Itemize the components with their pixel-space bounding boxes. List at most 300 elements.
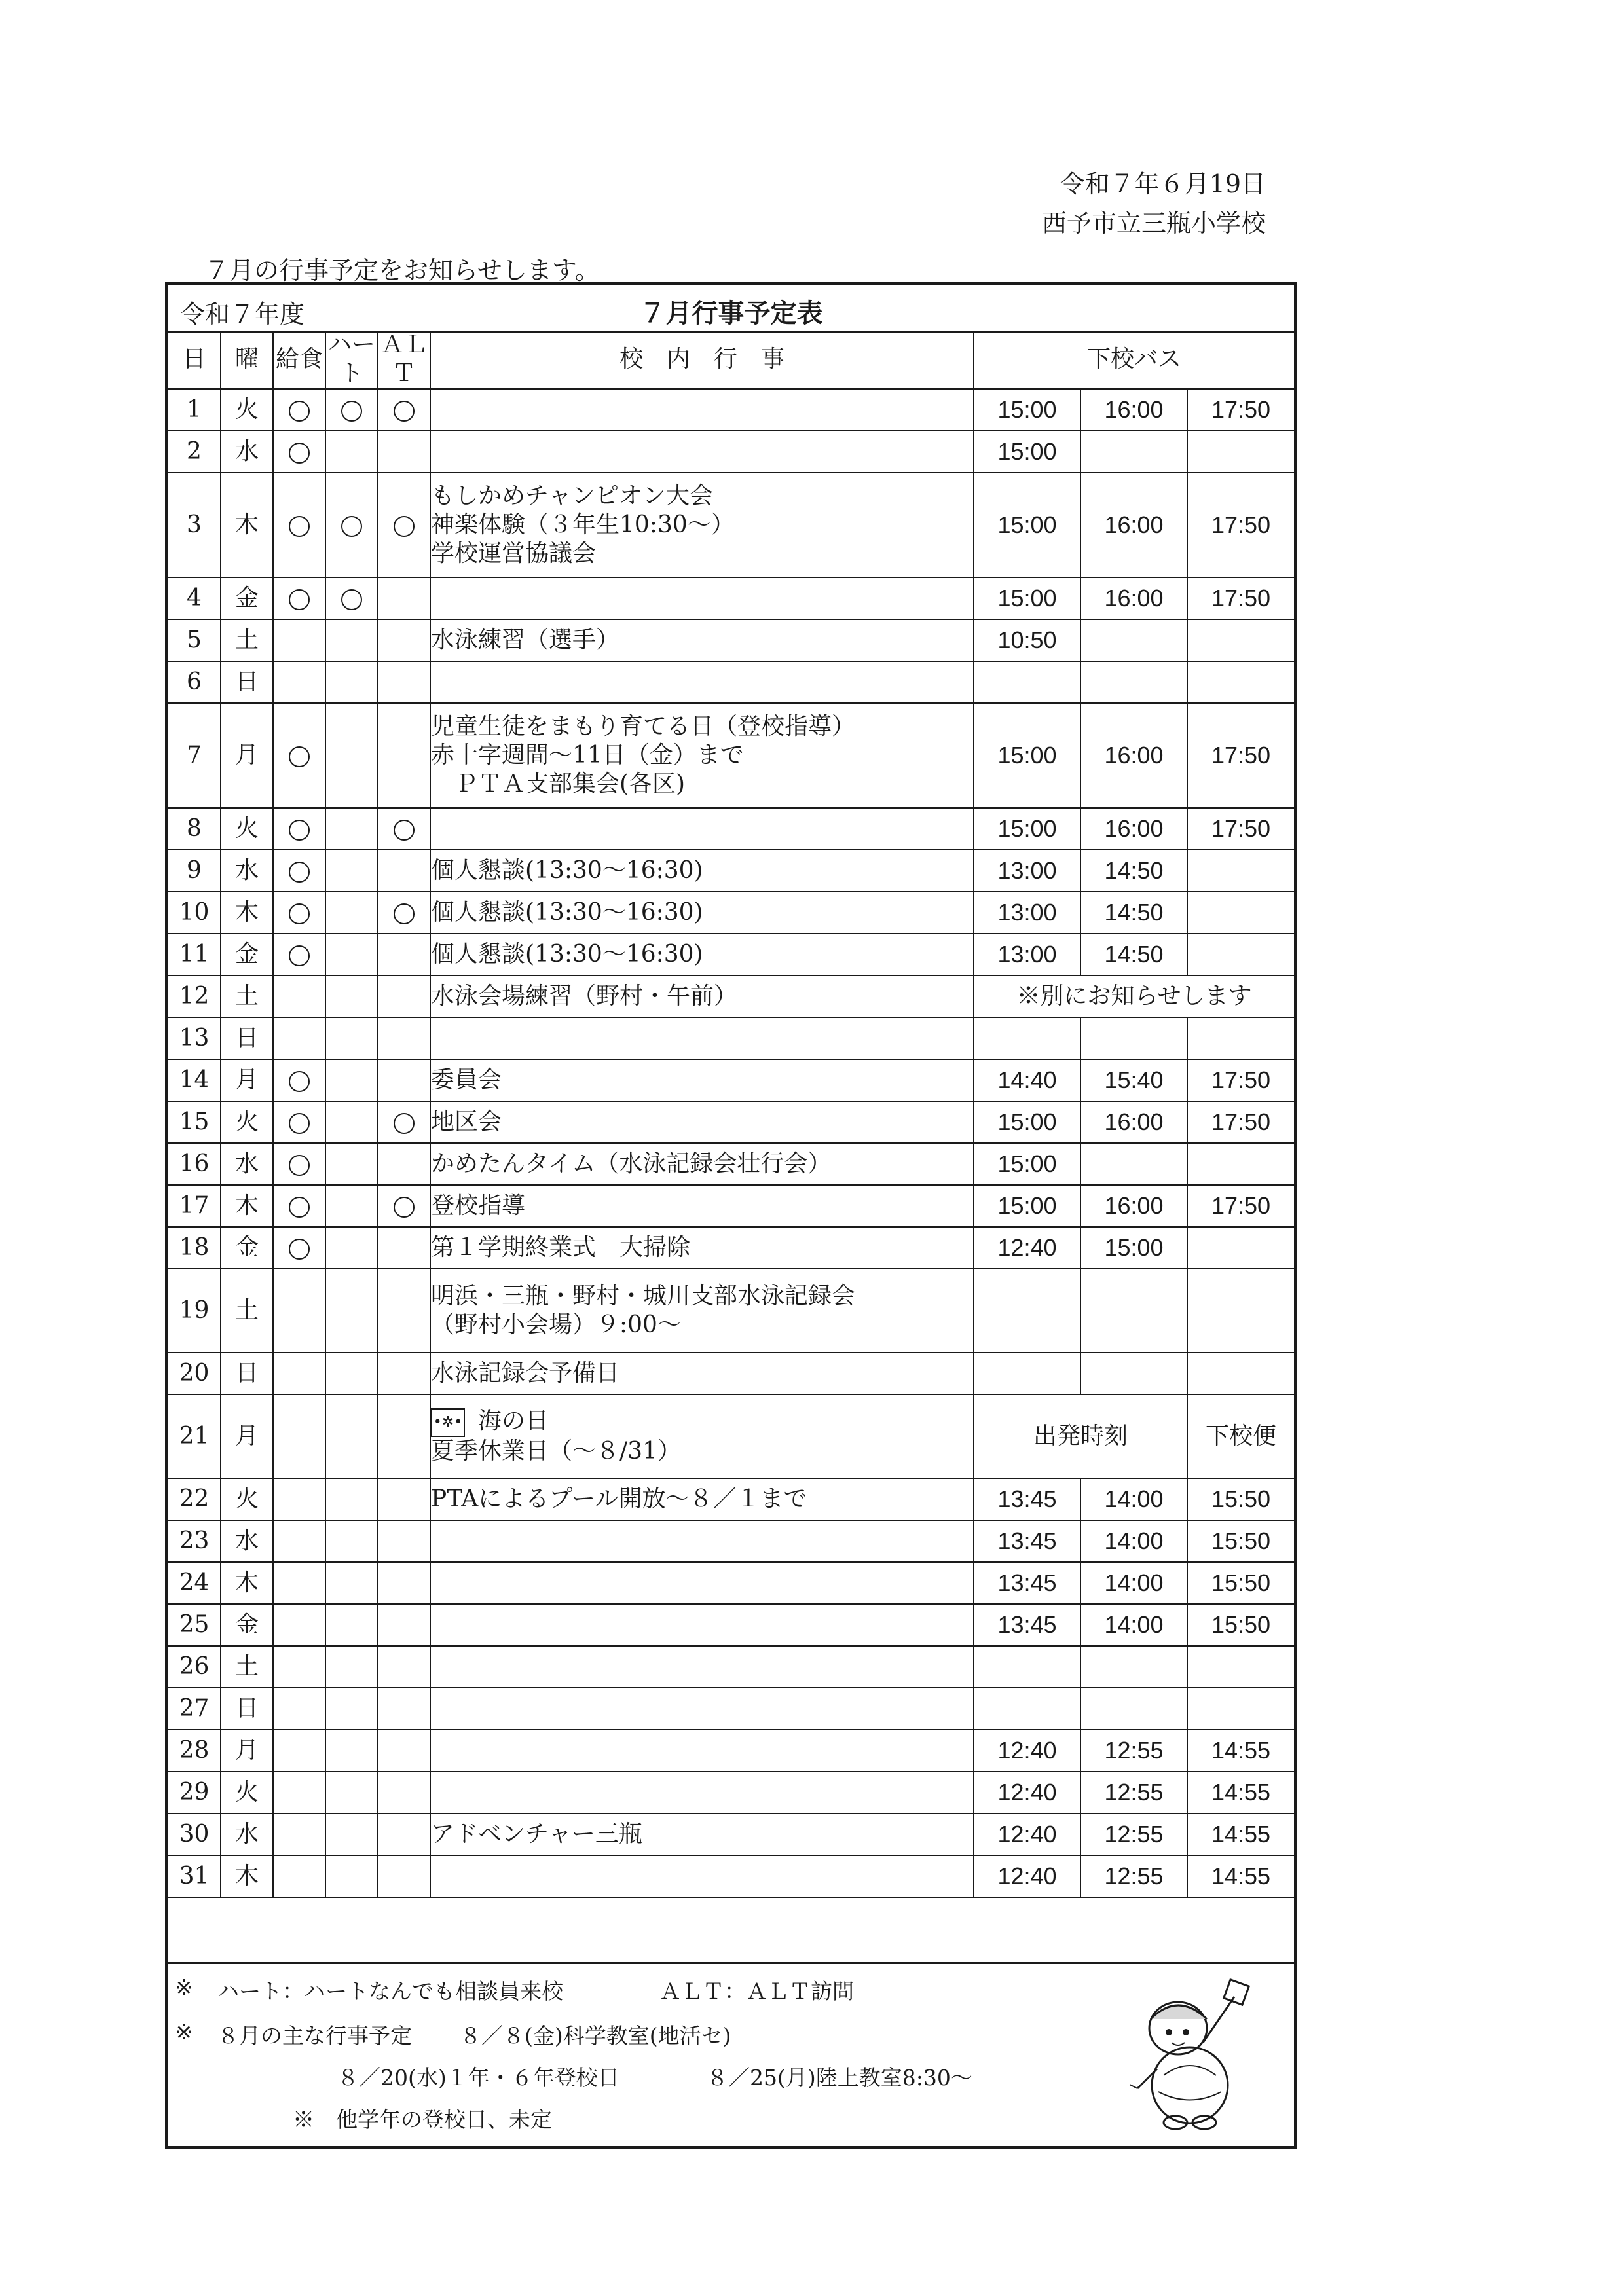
alt-mark-cell (378, 1059, 430, 1101)
lunch-mark-cell (273, 1646, 325, 1688)
alt-mark-cell (378, 619, 430, 661)
bus-time (1187, 661, 1294, 703)
bus-time: 15:40 (1080, 1059, 1187, 1101)
alt-mark-cell (378, 431, 430, 473)
schedule-row (168, 1353, 1294, 1394)
schedule-row (168, 1562, 1294, 1604)
schedule-row (168, 1730, 1294, 1772)
note-heart: ハート：ハートなんでも相談員来校 (217, 1978, 563, 2004)
bus-time (1080, 1017, 1187, 1059)
heart-mark-cell (325, 1855, 378, 1897)
bus-time (1187, 619, 1294, 661)
schedule-row (168, 1143, 1294, 1185)
day-number: 3 (168, 473, 221, 577)
header-bus: 下校バス (974, 331, 1294, 389)
bus-time: 14:55 (1187, 1855, 1294, 1897)
lunch-mark-cell (273, 389, 325, 431)
lunch-mark-cell (273, 1269, 325, 1353)
weekday: 日 (221, 1688, 273, 1730)
schedule-row (168, 1813, 1294, 1855)
events-cell (430, 1185, 974, 1227)
day-number: 29 (168, 1772, 221, 1813)
header-heart: ハート (325, 331, 378, 389)
circle-mark-icon (394, 1197, 415, 1218)
circle-mark-icon (289, 589, 310, 610)
bus-time: 12:55 (1080, 1730, 1187, 1772)
events-cell (430, 1855, 974, 1897)
lunch-mark-cell (273, 1772, 325, 1813)
bus-time: 17:50 (1187, 473, 1294, 577)
circle-mark-icon (289, 746, 310, 767)
heart-mark-cell (325, 1688, 378, 1730)
day-number: 11 (168, 934, 221, 975)
alt-mark-cell (378, 850, 430, 892)
bus-time (1080, 1143, 1187, 1185)
day-number: 26 (168, 1646, 221, 1688)
title-bar (168, 285, 1294, 333)
circle-mark-icon (289, 401, 310, 422)
events-cell (430, 619, 974, 661)
heart-mark-cell (325, 389, 378, 431)
schedule-row (168, 1478, 1294, 1520)
bus-time (1080, 431, 1187, 473)
weekday: 水 (221, 1520, 273, 1562)
events-cell (430, 703, 974, 808)
lunch-mark-cell (273, 1059, 325, 1101)
event-line: 学校運営協議会 (431, 539, 597, 567)
heart-mark-cell (325, 808, 378, 850)
schedule-row (168, 1269, 1294, 1353)
bus-time: 14:40 (974, 1059, 1080, 1101)
bus-time: 12:40 (974, 1730, 1080, 1772)
bus-time: 14:00 (1080, 1520, 1187, 1562)
bus-time: 12:55 (1080, 1813, 1187, 1855)
alt-mark-cell (378, 934, 430, 975)
note-mark-1: ※ (175, 1975, 193, 2000)
weekday: 火 (221, 808, 273, 850)
weekday: 日 (221, 1353, 273, 1394)
bus-time: 15:00 (974, 1185, 1080, 1227)
day-number: 4 (168, 577, 221, 619)
heart-mark-cell (325, 1394, 378, 1478)
weekday: 土 (221, 619, 273, 661)
day-number: 31 (168, 1855, 221, 1897)
circle-mark-icon (394, 1113, 415, 1134)
bus-time (1080, 619, 1187, 661)
event-line: 赤十字週間～11日（金）まで (431, 741, 744, 769)
schedule-row (168, 1855, 1294, 1897)
bus-time: 16:00 (1080, 577, 1187, 619)
bus-time (1080, 1353, 1187, 1394)
weekday: 木 (221, 892, 273, 934)
events-cell (430, 1730, 974, 1772)
lunch-mark-cell (273, 1143, 325, 1185)
bus-time: 15:50 (1187, 1520, 1294, 1562)
events-cell (430, 1772, 974, 1813)
day-number: 16 (168, 1143, 221, 1185)
bus-time: 16:00 (1080, 1101, 1187, 1143)
alt-mark-cell (378, 661, 430, 703)
bus-time (1187, 1269, 1294, 1353)
heart-mark-cell (325, 1059, 378, 1101)
bus-time: 17:50 (1187, 577, 1294, 619)
events-cell (430, 577, 974, 619)
heart-mark-cell (325, 1143, 378, 1185)
weekday: 金 (221, 577, 273, 619)
heart-mark-cell (325, 1730, 378, 1772)
events-cell (430, 934, 974, 975)
bus-time: 15:50 (1187, 1478, 1294, 1520)
weekday: 木 (221, 1185, 273, 1227)
heart-mark-cell (325, 1520, 378, 1562)
header-row (168, 331, 1294, 389)
alt-mark-cell (378, 1855, 430, 1897)
lunch-mark-cell (273, 431, 325, 473)
bus-time (1187, 1646, 1294, 1688)
weekday: 金 (221, 934, 273, 975)
national-flag-icon: •✲• (431, 1408, 465, 1437)
bus-time: 14:55 (1187, 1813, 1294, 1855)
alt-mark-cell (378, 1730, 430, 1772)
return-bus-label: 下校便 (1187, 1394, 1294, 1478)
events-cell (430, 1562, 974, 1604)
weekday: 木 (221, 1562, 273, 1604)
alt-mark-cell (378, 1520, 430, 1562)
heart-mark-cell (325, 1813, 378, 1855)
circle-mark-icon (289, 443, 310, 464)
day-number: 6 (168, 661, 221, 703)
day-number: 14 (168, 1059, 221, 1101)
day-number: 19 (168, 1269, 221, 1353)
turtle-mascot-illustration (1118, 1977, 1255, 2134)
lunch-mark-cell (273, 1353, 325, 1394)
events-cell (430, 850, 974, 892)
day-number: 5 (168, 619, 221, 661)
schedule-row (168, 1394, 1294, 1478)
events-cell (430, 1520, 974, 1562)
weekday: 土 (221, 1269, 273, 1353)
alt-mark-cell (378, 389, 430, 431)
alt-mark-cell (378, 1101, 430, 1143)
bus-note: ※別にお知らせします (974, 975, 1294, 1017)
circle-mark-icon (394, 516, 415, 537)
lunch-mark-cell (273, 619, 325, 661)
bus-time (1080, 1688, 1187, 1730)
alt-mark-cell (378, 1562, 430, 1604)
weekday: 火 (221, 1478, 273, 1520)
schedule-title: ７月行事予定表 (639, 298, 823, 329)
bus-time: 14:00 (1080, 1604, 1187, 1646)
day-number: 20 (168, 1353, 221, 1394)
circle-mark-icon (289, 1071, 310, 1092)
bus-time: 15:00 (974, 473, 1080, 577)
bus-time (974, 1017, 1080, 1059)
alt-mark-cell (378, 1394, 430, 1478)
event-line: 委員会 (431, 1066, 502, 1093)
heart-mark-cell (325, 892, 378, 934)
day-number: 15 (168, 1101, 221, 1143)
header-alt: ＡＬＴ (378, 331, 430, 389)
heart-mark-cell (325, 661, 378, 703)
weekday: 水 (221, 1143, 273, 1185)
alt-mark-cell (378, 1772, 430, 1813)
circle-mark-icon (289, 1155, 310, 1176)
heart-mark-cell (325, 1017, 378, 1059)
bus-time: 10:50 (974, 619, 1080, 661)
bus-time (1080, 1646, 1187, 1688)
day-number: 25 (168, 1604, 221, 1646)
heart-mark-cell (325, 1562, 378, 1604)
schedule-row (168, 1520, 1294, 1562)
day-number: 17 (168, 1185, 221, 1227)
bus-time: 12:55 (1080, 1772, 1187, 1813)
events-cell (430, 1143, 974, 1185)
bus-time: 16:00 (1080, 1185, 1187, 1227)
weekday: 水 (221, 850, 273, 892)
heart-mark-cell (325, 850, 378, 892)
lunch-mark-cell (273, 892, 325, 934)
bus-time: 15:00 (974, 577, 1080, 619)
day-number: 8 (168, 808, 221, 850)
weekday: 月 (221, 1730, 273, 1772)
event-line: 夏季休業日（～８/31） (431, 1437, 681, 1465)
lunch-mark-cell (273, 934, 325, 975)
alt-mark-cell (378, 1227, 430, 1269)
bus-time: 12:40 (974, 1855, 1080, 1897)
circle-mark-icon (289, 862, 310, 883)
bus-time (1187, 1143, 1294, 1185)
schedule-row (168, 850, 1294, 892)
bus-time: 16:00 (1080, 703, 1187, 808)
heart-mark-cell (325, 577, 378, 619)
lunch-mark-cell (273, 1394, 325, 1478)
notes-section (168, 1962, 1294, 2148)
bus-time: 14:00 (1080, 1478, 1187, 1520)
lunch-mark-cell (273, 1017, 325, 1059)
schedule-row (168, 1604, 1294, 1646)
holiday-line (431, 1407, 973, 1437)
schedule-table (168, 331, 1294, 1898)
bus-time: 15:00 (1080, 1227, 1187, 1269)
bus-time (974, 1269, 1080, 1353)
weekday: 木 (221, 473, 273, 577)
bus-time (974, 661, 1080, 703)
event-line: 水泳記録会予備日 (431, 1359, 620, 1387)
lunch-mark-cell (273, 1478, 325, 1520)
alt-mark-cell (378, 1478, 430, 1520)
alt-mark-cell (378, 1688, 430, 1730)
departure-time-label: 出発時刻 (974, 1394, 1187, 1478)
header-weekday: 曜 (221, 331, 273, 389)
alt-mark-cell (378, 1813, 430, 1855)
bus-time: 15:00 (974, 1101, 1080, 1143)
event-line: 児童生徒をまもり育てる日（登校指導） (431, 712, 856, 740)
bus-time: 17:50 (1187, 1101, 1294, 1143)
bus-time: 17:50 (1187, 1185, 1294, 1227)
bus-time: 13:45 (974, 1478, 1080, 1520)
bus-time (974, 1688, 1080, 1730)
schedule-row (168, 389, 1294, 431)
schedule-row (168, 473, 1294, 577)
note-aug-8: ８／８(金)科学教室(地活セ) (460, 2023, 731, 2049)
heart-mark-cell (325, 619, 378, 661)
bus-time: 12:40 (974, 1813, 1080, 1855)
alt-mark-cell (378, 1185, 430, 1227)
day-number: 30 (168, 1813, 221, 1855)
bus-time: 17:50 (1187, 703, 1294, 808)
schedule-row (168, 1101, 1294, 1143)
issue-date: 令和７年６月19日 (1060, 170, 1266, 198)
heart-mark-cell (325, 1478, 378, 1520)
events-cell (430, 1353, 974, 1394)
events-cell (430, 1394, 974, 1478)
circle-mark-icon (289, 1113, 310, 1134)
day-number: 18 (168, 1227, 221, 1269)
lunch-mark-cell (273, 1604, 325, 1646)
day-number: 21 (168, 1394, 221, 1478)
weekday: 火 (221, 1101, 273, 1143)
schedule-row (168, 1227, 1294, 1269)
header-lunch: 給食 (273, 331, 325, 389)
school-name: 西予市立三瓶小学校 (1041, 209, 1266, 238)
heart-mark-cell (325, 431, 378, 473)
weekday: 木 (221, 1855, 273, 1897)
lunch-mark-cell (273, 808, 325, 850)
lunch-mark-cell (273, 1185, 325, 1227)
event-line: かめたんタイム（水泳記録会壮行会） (431, 1150, 832, 1177)
weekday: 月 (221, 1059, 273, 1101)
weekday: 日 (221, 1017, 273, 1059)
event-line: 第１学期終業式 大掃除 (431, 1233, 691, 1261)
note-aug-25: ８／25(月)陸上教室8:30～ (707, 2065, 972, 2090)
alt-mark-cell (378, 975, 430, 1017)
events-cell (430, 661, 974, 703)
circle-mark-icon (394, 401, 415, 422)
events-cell (430, 1059, 974, 1101)
bus-time: 15:50 (1187, 1562, 1294, 1604)
header-events: 校 内 行 事 (430, 331, 974, 389)
bus-time: 14:50 (1080, 850, 1187, 892)
bus-time (1080, 1269, 1187, 1353)
weekday: 水 (221, 431, 273, 473)
event-line: ＰＴＡ支部集会(各区) (431, 770, 686, 797)
lunch-mark-cell (273, 473, 325, 577)
schedule-row (168, 661, 1294, 703)
schedule-row (168, 431, 1294, 473)
heart-mark-cell (325, 1353, 378, 1394)
alt-mark-cell (378, 703, 430, 808)
events-cell (430, 1101, 974, 1143)
day-number: 9 (168, 850, 221, 892)
bus-time (1080, 661, 1187, 703)
alt-mark-cell (378, 892, 430, 934)
alt-mark-cell (378, 808, 430, 850)
events-cell (430, 1227, 974, 1269)
circle-mark-icon (341, 589, 362, 610)
heart-mark-cell (325, 1646, 378, 1688)
note-mark-2: ※ (175, 2019, 193, 2045)
day-number: 24 (168, 1562, 221, 1604)
event-line: 神楽体験（３年生10:30～） (431, 511, 735, 538)
events-cell (430, 808, 974, 850)
bus-time: 12:40 (974, 1772, 1080, 1813)
event-line: 明浜・三瓶・野村・城川支部水泳記録会 (431, 1282, 856, 1309)
day-number: 23 (168, 1520, 221, 1562)
bus-time: 14:55 (1187, 1772, 1294, 1813)
lunch-mark-cell (273, 703, 325, 808)
alt-mark-cell (378, 1017, 430, 1059)
event-line: 水泳会場練習（野村・午前） (431, 982, 738, 1010)
events-cell (430, 1646, 974, 1688)
bus-time: 15:00 (974, 703, 1080, 808)
event-line: （野村小会場）９:00～ (431, 1311, 681, 1338)
lunch-mark-cell (273, 661, 325, 703)
event-line: 個人懇談(13:30～16:30) (431, 898, 703, 926)
events-cell (430, 389, 974, 431)
weekday: 月 (221, 1394, 273, 1478)
heart-mark-cell (325, 1227, 378, 1269)
event-line: 水泳練習（選手） (431, 626, 620, 653)
alt-mark-cell (378, 1604, 430, 1646)
circle-mark-icon (394, 820, 415, 841)
bus-time: 16:00 (1080, 808, 1187, 850)
header-day: 日 (168, 331, 221, 389)
lunch-mark-cell (273, 577, 325, 619)
weekday: 金 (221, 1227, 273, 1269)
schedule-row (168, 1772, 1294, 1813)
circle-mark-icon (289, 903, 310, 924)
day-number: 10 (168, 892, 221, 934)
circle-mark-icon (394, 903, 415, 924)
bus-time (1187, 1353, 1294, 1394)
events-cell (430, 1813, 974, 1855)
intro-text: ７月の行事予定をお知らせします。 (204, 256, 600, 285)
bus-time (974, 1353, 1080, 1394)
note-alt: ＡＬＴ：ＡＬＴ訪問 (659, 1978, 854, 2004)
alt-mark-cell (378, 473, 430, 577)
events-cell (430, 1478, 974, 1520)
bus-time: 13:45 (974, 1604, 1080, 1646)
bus-time: 17:50 (1187, 808, 1294, 850)
event-line: もしかめチャンピオン大会 (431, 482, 713, 509)
events-cell (430, 1688, 974, 1730)
weekday: 月 (221, 703, 273, 808)
lunch-mark-cell (273, 1562, 325, 1604)
events-cell (430, 892, 974, 934)
bus-time: 13:00 (974, 892, 1080, 934)
bus-time: 12:40 (974, 1227, 1080, 1269)
day-number: 1 (168, 389, 221, 431)
event-line: PTAによるプール開放～８／１まで (431, 1485, 807, 1512)
bus-time: 14:50 (1080, 934, 1187, 975)
circle-mark-icon (289, 1197, 310, 1218)
note-august-heading: ８月の主な行事予定 (217, 2023, 412, 2049)
event-line: 個人懇談(13:30～16:30) (431, 940, 703, 968)
event-line: アドベンチャー三瓶 (431, 1820, 642, 1848)
bus-time (1187, 1227, 1294, 1269)
schedule-row (168, 1059, 1294, 1101)
bus-time: 15:00 (974, 1143, 1080, 1185)
weekday: 火 (221, 389, 273, 431)
lunch-mark-cell (273, 850, 325, 892)
schedule-row (168, 1646, 1294, 1688)
bus-time: 17:50 (1187, 389, 1294, 431)
events-cell (430, 975, 974, 1017)
lunch-mark-cell (273, 1813, 325, 1855)
heart-mark-cell (325, 975, 378, 1017)
alt-mark-cell (378, 1646, 430, 1688)
lunch-mark-cell (273, 1227, 325, 1269)
